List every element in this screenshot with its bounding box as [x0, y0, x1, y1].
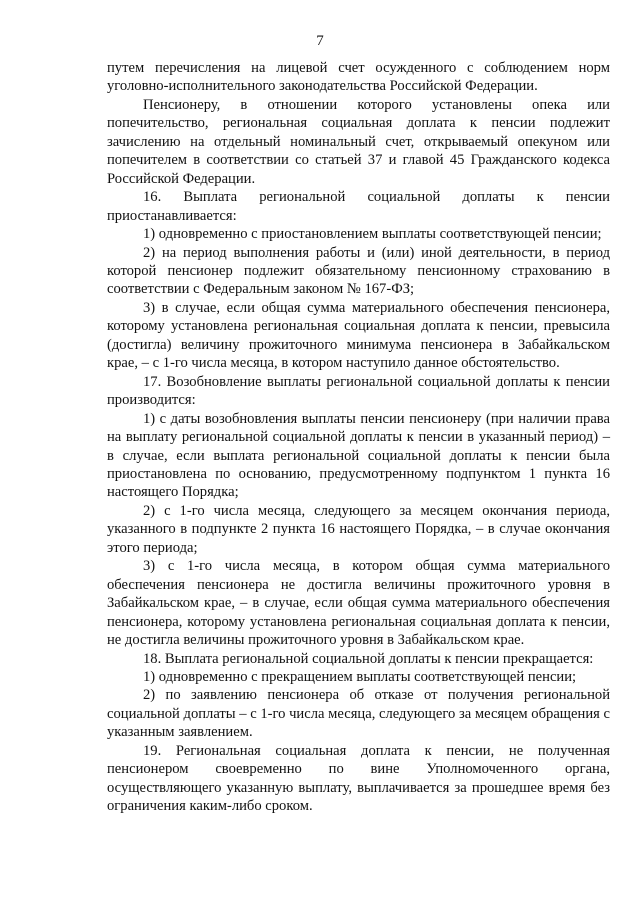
- clause-17-heading: 17. Возобновление выплаты региональной социальной доплаты к пенсии производится:: [107, 373, 610, 409]
- clause-16-item-1: 1) одновременно с приостановлением выплаты соответствующей пенсии;: [143, 226, 602, 243]
- clause-17-item-1: 1) с даты возобновления выплаты пенсии пенсионеру (при наличии права на выплату региональной социальной доплаты к пенсии в указанный период) – в случае, если выплата региональной социальной доплаты к пенсии была приостановлена по основанию, предусмотренному подпунктом 1 пункта 16 настоящего Порядка;: [107, 410, 610, 501]
- page-number: 7: [316, 33, 324, 49]
- clause-16-heading: 16. Выплата региональной социальной доплаты к пенсии приостанавливается:: [107, 189, 610, 224]
- clause-16-item-2: 2) на период выполнения работы и (или) иной деятельности, в период которой пенсионер подлежит обязательному пенсионному страхованию в соответствии с Федеральным законом № 167-ФЗ;: [107, 244, 610, 298]
- paragraph-guardianship: Пенсионеру, в отношении которого установлены опека или попечительство, региональная социальная доплата к пенсии подлежит зачислению на отдельный номинальный счет, открываемый опекуном или попечителем в соответствии со статьей 37 и главой 45 Гражданского кодекса Российской Федерации.: [107, 96, 610, 187]
- clause-19: 19. Региональная социальная доплата к пенсии, не полученная пенсионером своевременно по вине Уполномоченного органа, осуществляющего указанную выплату, выплачивается за прошедшее время без ограничения каким-либо сроком.: [107, 742, 610, 815]
- clause-17-item-3: 3) с 1-го числа месяца, в котором общая сумма материального обеспечения пенсионера не достигла величины прожиточного уровня в Забайкальском крае, – в случае, если общая сумма материального обеспечения пенсионера, которому установлена региональная социальная доплата к пенсии, не достигла величины прожиточного уровня в Забайкальском крае.: [107, 558, 610, 649]
- clause-18-heading: 18. Выплата региональной социальной доплаты к пенсии прекращается:: [143, 650, 594, 667]
- clause-17-item-2: 2) с 1-го числа месяца, следующего за месяцем окончания периода, указанного в подпункте 2 пункта 16 настоящего Порядка, – в случае окончания этого периода;: [107, 502, 610, 556]
- clause-16-item-3: 3) в случае, если общая сумма материального обеспечения пенсионера, которому установлена региональная социальная доплата к пенсии, превысила (достигла) величину прожиточного минимума пенсионера в Забайкальском крае, – с 1-го числа месяца, в котором наступило данное обстоятельство.: [107, 299, 610, 372]
- clause-18-item-2: 2) по заявлению пенсионера об отказе от получения региональной социальной доплаты – с 1-го числа месяца, следующего за месяцем обращения с указанным заявлением.: [107, 687, 610, 741]
- clause-18-item-1: 1) одновременно с прекращением выплаты соответствующей пенсии;: [143, 668, 577, 685]
- paragraph-continuation: путем перечисления на лицевой счет осужденного с соблюдением норм уголовно-исполнительного законодательства Российской Федерации.: [107, 60, 610, 95]
- document-body: [107, 59, 610, 816]
